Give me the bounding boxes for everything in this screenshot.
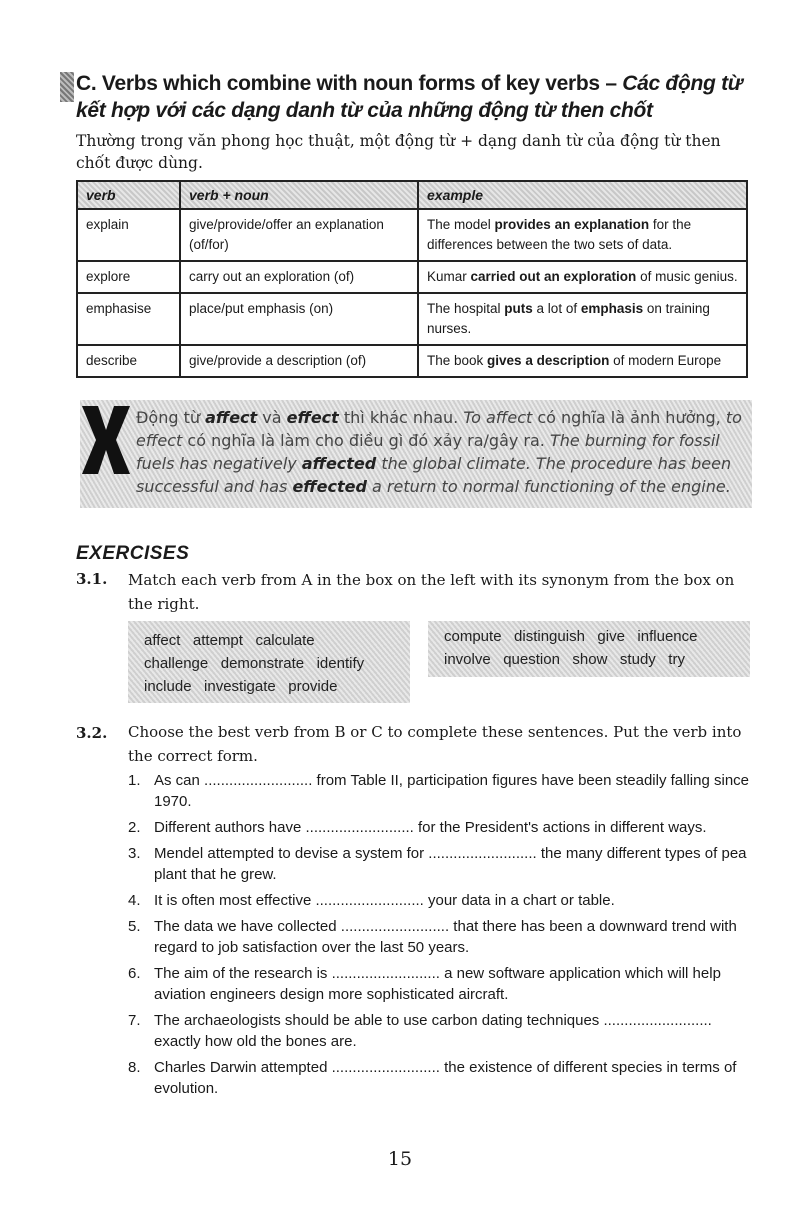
section-marker	[60, 72, 74, 102]
exercise-item: 5. The data we have collected .......................... that there has been a downward trend with regard to job satisfaction over the last 50 years.	[128, 918, 737, 956]
example-text: for the differences between the two sets of data.	[427, 217, 692, 252]
section-title-en: C. Verbs which combine with noun forms of key verbs –	[76, 72, 623, 95]
word-box-line: compute distinguish give influence	[444, 628, 698, 645]
question-text: Match each verb from A in the box on the left with its synonym from the box on the right.	[128, 571, 735, 613]
table-row	[77, 345, 747, 377]
table-row	[77, 261, 747, 293]
exercise-item: 2. Different authors have .......................... for the President's actions in different ways.	[128, 819, 707, 836]
cell-verb-noun: carry out an exploration (of)	[180, 261, 418, 293]
section-title	[76, 70, 766, 124]
example-bold: puts	[504, 301, 533, 316]
word-box-line: affect attempt calculate	[144, 632, 315, 649]
word-box-b	[428, 621, 750, 677]
example-text: of modern Europe	[609, 353, 722, 368]
exercise-items	[128, 770, 753, 1104]
section-title-vn: Các động từ kết hợp với các dạng danh từ của những động từ then chốt	[76, 72, 743, 122]
example-text: a lot of	[532, 301, 581, 316]
exercise-item: 8. Charles Darwin attempted .......................... the existence of different species in terms of evolution.	[128, 1059, 737, 1097]
cell-verb: explain	[77, 209, 180, 261]
header-example: example	[418, 181, 747, 209]
header-verb-noun: verb + noun	[180, 181, 418, 209]
verb-table	[76, 180, 748, 378]
example-bold: emphasis	[580, 301, 644, 316]
cell-verb: emphasise	[77, 293, 180, 345]
table-header-row	[77, 181, 747, 209]
cell-verb-noun: give/provide a description (of)	[180, 345, 418, 377]
usage-note-text: Động từ affect và effect thì khác nhau. To affect có nghĩa là ảnh hưởng, to effect có nghĩa là làm cho điều gì đó xảy ra/gây ra. The burning for fossil fuels has negatively affected the global climate. The procedure has been successful and has effected a return to normal functioning of the engine.	[136, 408, 742, 496]
example-text: The hospital	[427, 301, 505, 316]
exercise-item: 3. Mendel attempted to devise a system for .......................... the many different types of pea plant that he grew.	[128, 845, 747, 883]
word-box-line: include investigate provide	[144, 678, 338, 695]
section-intro: Thường trong văn phong học thuật, một động từ + dạng danh từ của động từ then chốt được dùng.	[76, 132, 721, 172]
example-text: of music genius.	[636, 269, 738, 284]
x-warning-icon	[80, 404, 132, 476]
exercise-item: 1. As can .......................... from Table II, participation figures have been steadily falling since 1970.	[128, 772, 750, 810]
example-bold: carried out an exploration	[470, 269, 637, 284]
cell-verb-noun: give/provide/offer an explanation (of/for)	[180, 209, 418, 261]
example-text: The book	[427, 353, 488, 368]
word-box-line: challenge demonstrate identify	[144, 655, 365, 672]
cell-example	[418, 345, 747, 377]
word-box-a	[128, 621, 410, 703]
exercise-item: 6. The aim of the research is .......................... a new software application which will help aviation engineers design more sophisticated aircraft.	[128, 965, 721, 1003]
usage-note-box	[80, 400, 752, 508]
example-text: Kumar	[427, 269, 471, 284]
question-text: Choose the best verb from B or C to complete these sentences. Put the verb into the correct form.	[128, 723, 742, 765]
cell-example	[418, 261, 747, 293]
cell-verb: describe	[77, 345, 180, 377]
question-number: 3.2.	[76, 724, 108, 742]
cell-verb: explore	[77, 261, 180, 293]
exercise-item: 7. The archaeologists should be able to use carbon dating techniques .......................... exactly how old the bones are.	[128, 1012, 712, 1050]
question-number: 3.1.	[76, 570, 108, 588]
table-row	[77, 293, 747, 345]
exercises-heading: EXERCISES	[76, 543, 190, 564]
table-row	[77, 209, 747, 261]
exercise-item: 4. It is often most effective .......................... your data in a chart or table.	[128, 892, 615, 909]
page-number: 15	[387, 1148, 413, 1170]
example-text: on training nurses.	[427, 301, 710, 336]
header-verb: verb	[77, 181, 180, 209]
word-box-line: involve question show study try	[444, 651, 685, 668]
example-text: The model	[427, 217, 495, 232]
cell-example	[418, 209, 747, 261]
example-bold: provides an explanation	[494, 217, 650, 232]
cell-example	[418, 293, 747, 345]
example-bold: gives a description	[487, 353, 610, 368]
cell-verb-noun: place/put emphasis (on)	[180, 293, 418, 345]
